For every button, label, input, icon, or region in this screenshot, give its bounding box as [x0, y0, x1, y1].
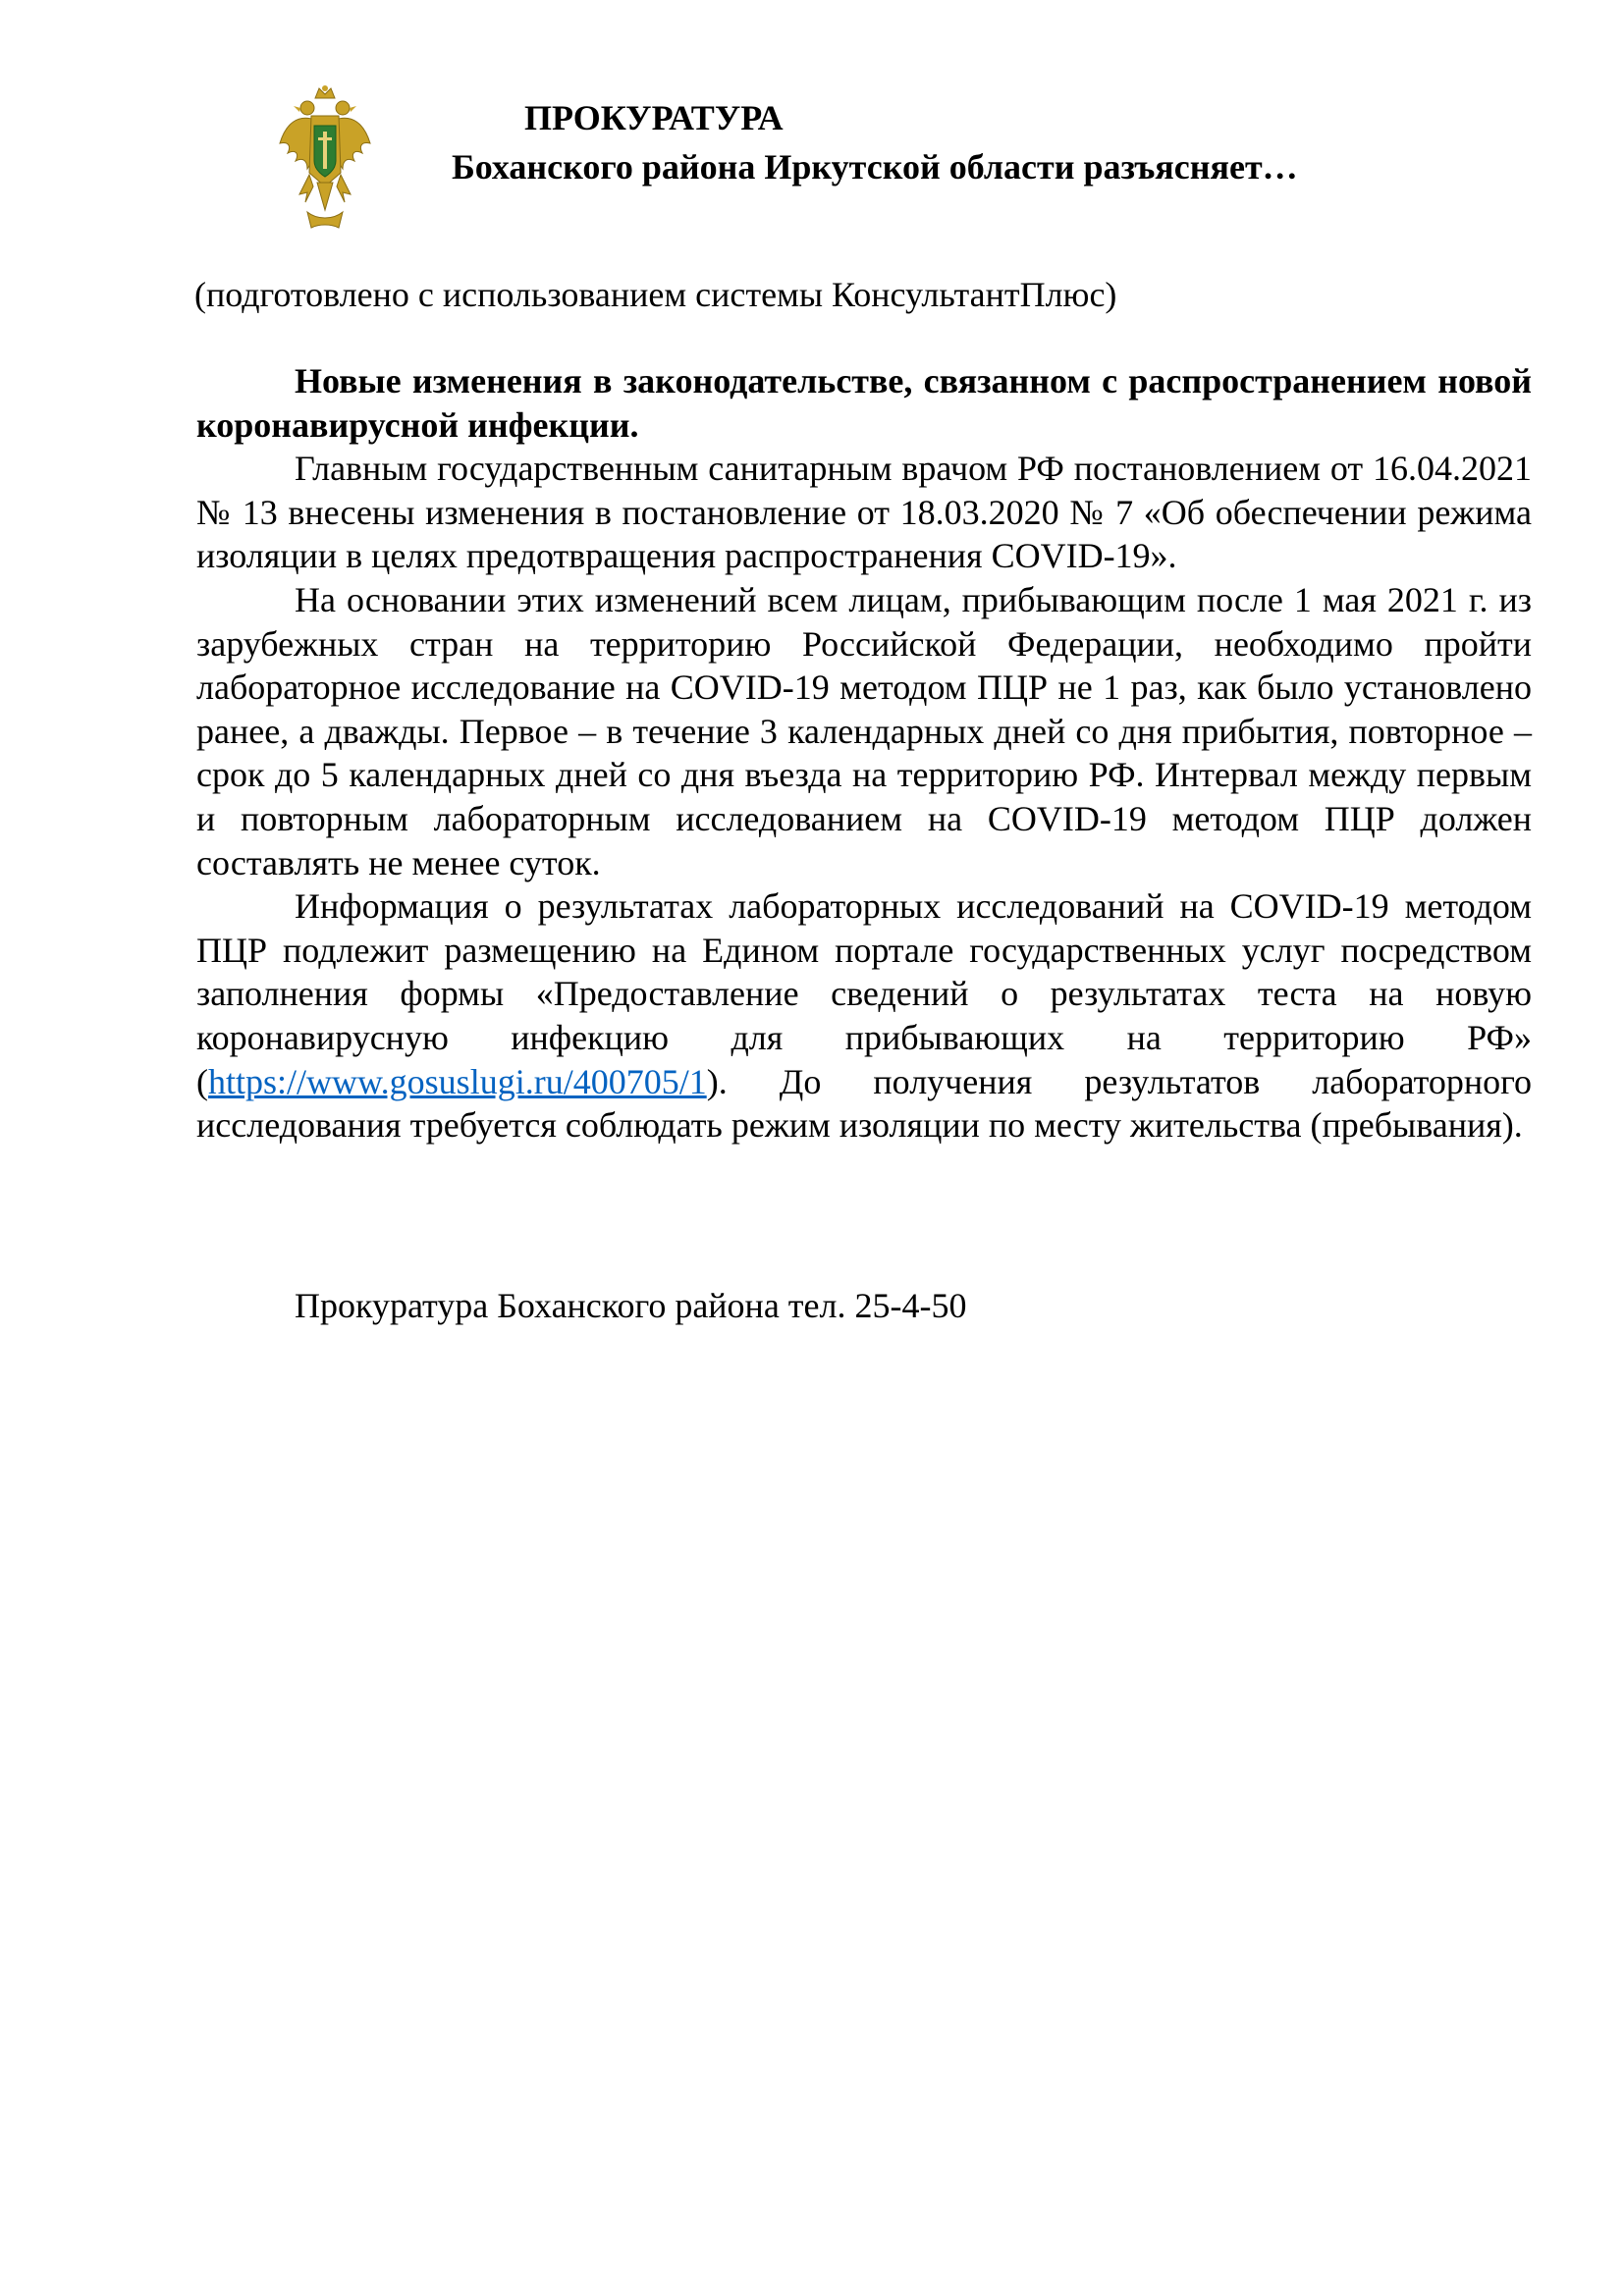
paragraph-3-text-after-link: ). До получения результатов лабораторного исследования требуется соблюдать режим изоляции по месту жительства (пребывания).: [196, 1061, 1532, 1146]
article-paragraph-1: Главным государственным санитарным врачом РФ постановлением от 16.04.2021 № 13 внесены изменения в постановление от 18.03.2020 № 7 «Об обеспечении режима изоляции в целях предотвращения распространения COVID-19».: [196, 449, 1532, 576]
article-headline: Новые изменения в законодательстве, связанном с распространением новой коронавирусной инфекции.: [196, 361, 1532, 445]
gosuslugi-link[interactable]: https://www.gosuslugi.ru/400705/1: [208, 1061, 707, 1101]
header-subtitle: Боханского района Иркутской области разъясняет…: [452, 147, 1298, 187]
header-title: ПРОКУРАТУРА: [524, 98, 784, 137]
article-paragraph-2: На основании этих изменений всем лицам, прибывающим после 1 мая 2021 г. из зарубежных стран на территорию Российской Федерации, необходимо пройти лабораторное исследование на COVID-19 методом ПЦР не 1 раз, как было установлено ранее, а дважды. Первое – в течение 3 календарных дней со дня прибытия, повторное – срок до 5 календарных дней со дня въезда на территорию РФ. Интервал между первым и повторным лабораторным исследованием на COVID-19 методом ПЦР должен составлять не менее суток.: [196, 579, 1532, 882]
article-paragraph-3: [196, 884, 1532, 1148]
paragraph-3-text-before-link: Информация о результатах лабораторных исследований на COVID-19 методом ПЦР подлежит размещению на Едином портале государственных услуг посредством заполнения формы «Предоставление сведений о результатах теста на новую коронавирусную инфекцию для прибывающих на территорию РФ» (: [196, 886, 1532, 1101]
prosecutor-emblem-icon: [278, 84, 372, 230]
article-body: [196, 359, 1532, 1148]
source-note: (подготовлено с использованием системы КонсультантПлюс): [194, 275, 1117, 314]
signature-line: Прокуратура Боханского района тел. 25-4-50: [295, 1286, 967, 1325]
